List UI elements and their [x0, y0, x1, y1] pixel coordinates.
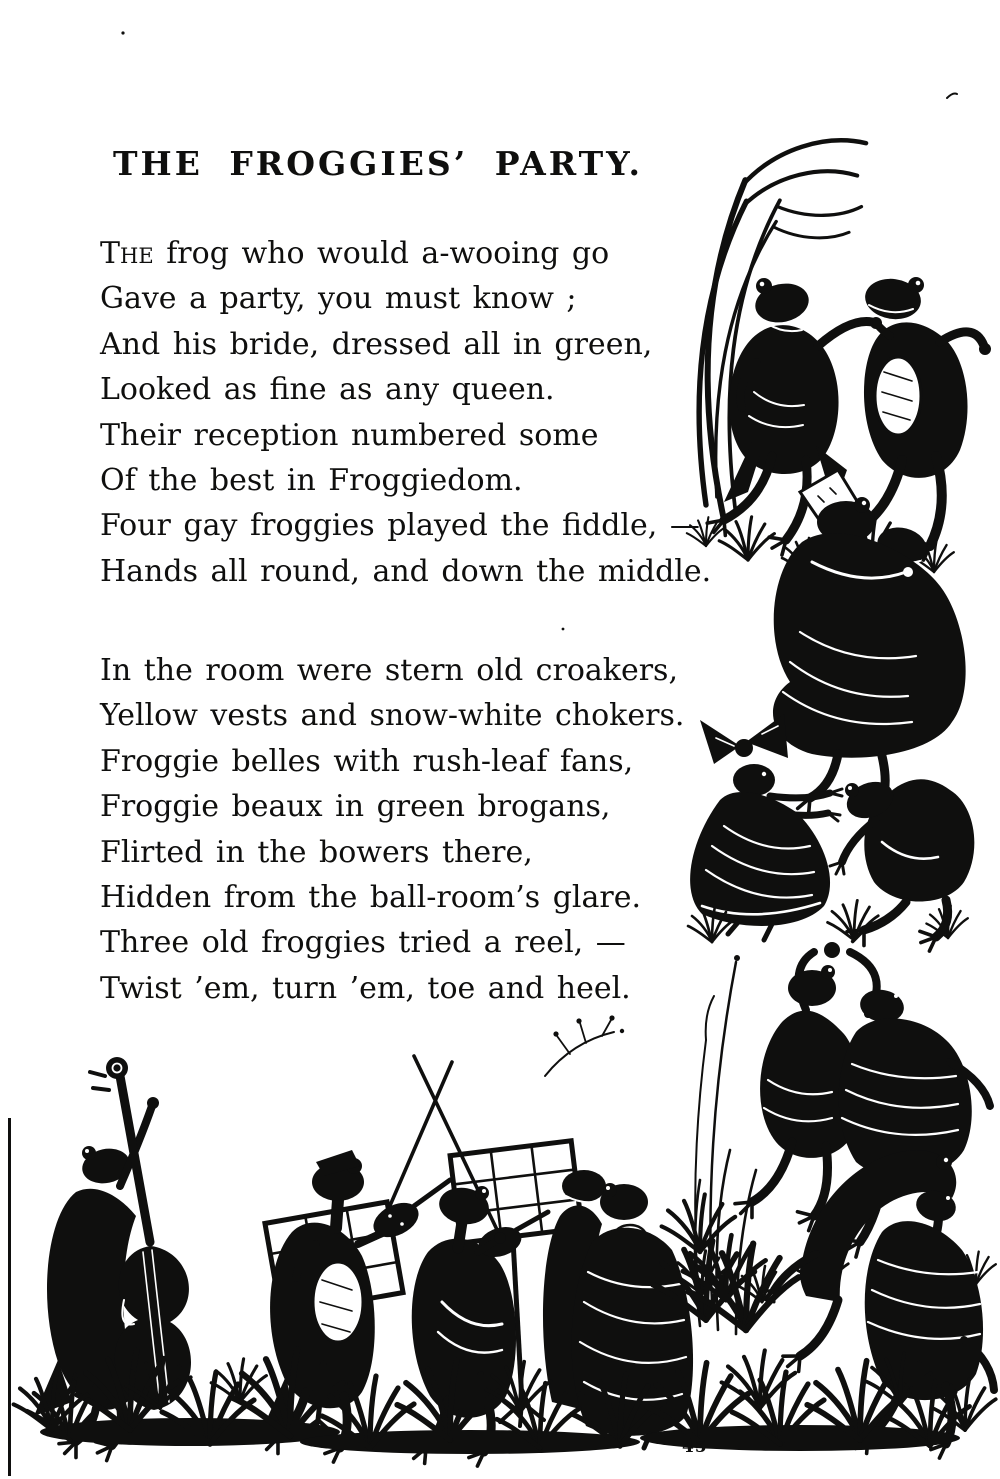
poem-line: Three old froggies tried a reel, —	[100, 925, 626, 961]
poem-line: Their reception numbered some	[100, 417, 599, 453]
page-number: 45	[682, 1437, 708, 1457]
stanza-1	[100, 231, 711, 594]
poem-line: Hands all round, and down the middle.	[100, 553, 712, 589]
poem-line: Looked as fine as any queen.	[100, 372, 555, 408]
poem-line: Of the best in Froggiedom.	[100, 463, 523, 499]
left-margin-rule	[8, 1118, 11, 1476]
sprig-icon	[545, 1015, 624, 1076]
ink-speck	[121, 31, 124, 34]
poem-line: And his bride, dressed all in green,	[100, 326, 653, 362]
poem-line: Froggie beaux in green brogans,	[100, 789, 611, 825]
poem-line	[100, 231, 711, 276]
opening-rest: frog who would a-wooing go	[153, 236, 610, 271]
poem-title: THE FROGGIES’ PARTY.	[113, 144, 643, 183]
opening-word: The	[100, 236, 154, 271]
poem-line: Hidden from the ball-room’s glare.	[100, 880, 642, 916]
stanza-2	[100, 648, 684, 1011]
poem-line: Flirted in the bowers there,	[100, 834, 533, 870]
poem-line: Yellow vests and snow-white chokers.	[100, 698, 685, 734]
poem-line: Froggie belles with rush-leaf fans,	[100, 743, 634, 779]
ink-speck	[947, 94, 957, 99]
right-illustration-strip	[673, 138, 996, 1308]
poem-line: In the room were stern old croakers,	[100, 653, 678, 688]
poem-line: Four gay froggies played the fiddle, —	[100, 508, 700, 544]
poem-line: Twist ’em, turn ’em, toe and heel.	[100, 970, 631, 1006]
poem-line: Gave a party, you must know ;	[100, 281, 577, 317]
ink-speck	[562, 628, 565, 631]
